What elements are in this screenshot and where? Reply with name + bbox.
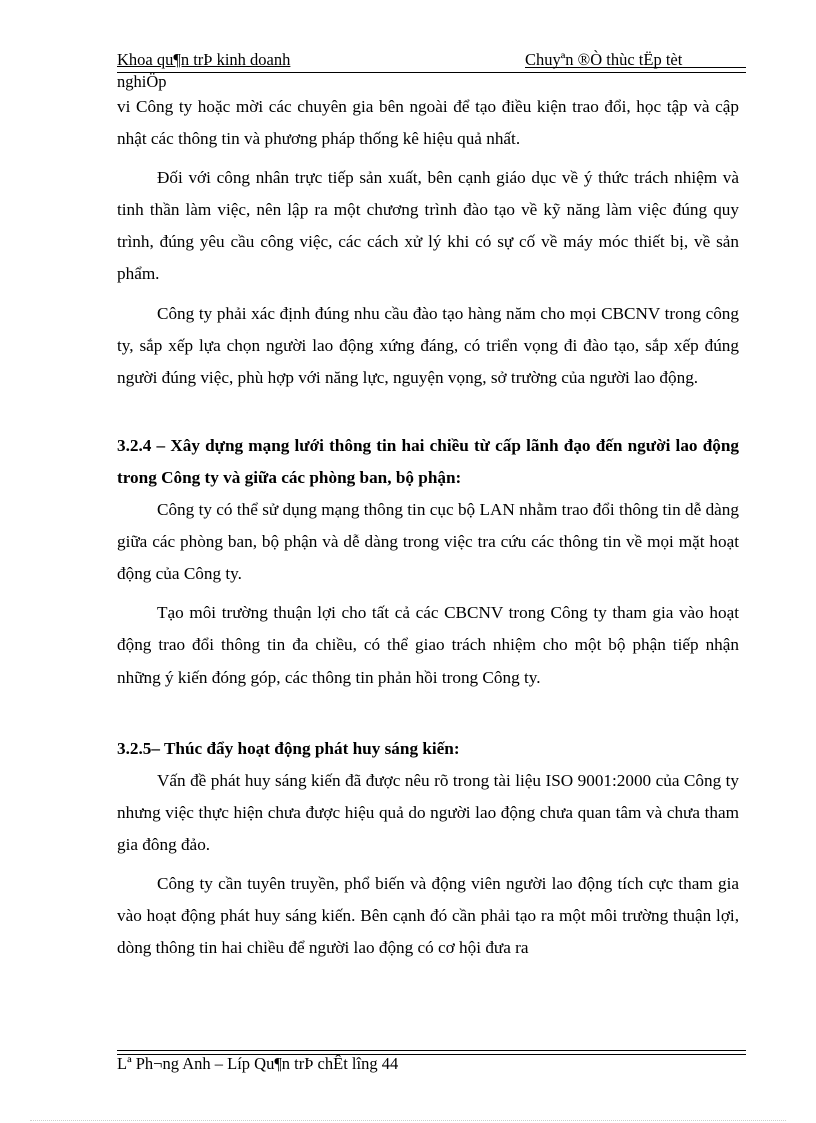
footer-text: Lª Ph¬ng Anh – Líp Qu¶n trÞ chÊt lîng 44 — [117, 1054, 399, 1073]
paragraph-7: Công ty cần tuyên truyền, phổ biến và động viên người lao động tích cực tham gia vào hoạt động phát huy sáng kiến. Bên cạnh đó cần phải tạo ra một môi trường thuận lợi, dòng thông tin hai chiều để người lao động có cơ hội đưa ra — [117, 873, 739, 958]
paragraph-5: Tạo môi trường thuận lợi cho tất cả các CBCNV trong Công ty tham gia vào hoạt động trao đổi thông tin đa chiều, có thể giao trách nhiệm cho một bộ phận tiếp nhận những ý kiến đóng góp, các thông tin phản hồi trong Công ty. — [117, 603, 739, 687]
paragraph-3: Công ty phải xác định đúng nhu cầu đào tạo hàng năm cho mọi CBCNV trong công ty, sắp xếp lựa chọn người lao động xứng đáng, có triển vọng đi đào tạo, sắp xếp đúng người đúng việc, phù hợp với năng lực, nguyện vọng, sở trường của người lao động. — [117, 303, 739, 387]
header-left-title: Khoa qu¶n trÞ kinh doanh — [117, 50, 291, 69]
page-edge-divider — [30, 1120, 786, 1121]
paragraph-4: Công ty có thể sử dụng mạng thông tin cục bộ LAN nhằm trao đổi thông tin dễ dàng giữa các phòng ban, bộ phận và dễ dàng trong việc tra cứu các thông tin về mọi mặt hoạt động của Công ty. — [117, 500, 739, 584]
header-rule-bottom — [117, 72, 746, 73]
header-right-title: Chuyªn ®Ò thùc tËp tèt — [525, 50, 683, 69]
header-rule-top — [525, 67, 746, 68]
section-heading-3-2-5: 3.2.5– Thúc đẩy hoạt động phát huy sáng kiến: — [117, 738, 460, 758]
paragraph-6: Vấn đề phát huy sáng kiến đã được nêu rõ trong tài liệu ISO 9001:2000 của Công ty nhưng việc thực hiện chưa được hiệu quả do người lao động chưa quan tâm và chưa tham gia đông đảo. — [117, 770, 739, 854]
section-heading-3-2-4: 3.2.4 – Xây dựng mạng lưới thông tin hai chiều từ cấp lãnh đạo đến người lao động trong Công ty và giữa các phòng ban, bộ phận: — [117, 435, 739, 487]
paragraph-1: vi Công ty hoặc mời các chuyên gia bên ngoài để tạo điều kiện trao đổi, học tập và cập nhật các thông tin và phương pháp thống kê hiệu quả nhất. — [117, 97, 739, 149]
paragraph-2: Đối với công nhân trực tiếp sản xuất, bên cạnh giáo dục về ý thức trách nhiệm và tinh thần làm việc, nên lập ra một chương trình đào tạo về kỹ năng làm việc đúng quy trình, đúng yêu cầu công việc, các cách xử lý khi có sự cố về máy móc thiết bị, về sản phẩm. — [117, 168, 739, 284]
footer-rule-top — [117, 1050, 746, 1051]
header-continuation: nghiÖp — [117, 72, 167, 91]
page-body — [117, 91, 739, 964]
